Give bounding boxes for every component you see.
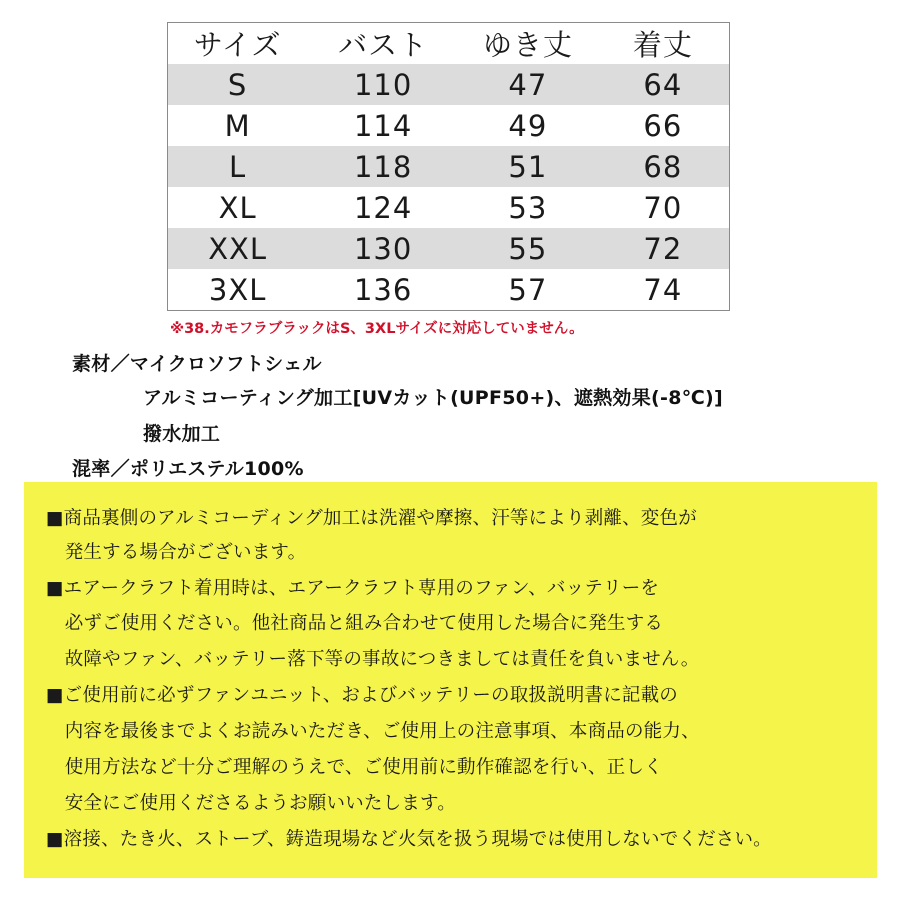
table-row [168,187,730,228]
table-row [168,64,730,105]
size-chart-header-row [168,23,730,65]
table-row [168,146,730,187]
cell-length: 72 [597,228,730,269]
header-bust: バスト [338,28,429,62]
cell-sleeve: 47 [459,64,597,105]
cell-size: S [168,64,308,105]
cell-bust: 136 [353,272,413,307]
caution-line: ■エアークラフト着用時は、エアークラフト専用のファン、バッテリーを [46,578,660,599]
spec-material: 素材／マイクロソフトシェル [72,353,322,375]
caution-line: 安全にご使用くださるようお願いいたします。 [46,793,456,814]
cell-length: 70 [643,190,683,225]
size-chart-table [167,22,730,311]
cell-length: 74 [643,272,683,307]
cell-sleeve: 53 [508,190,548,225]
cell-length: 66 [643,108,683,143]
table-row [168,269,730,311]
cell-size: L [168,146,308,187]
cell-bust: 114 [353,108,413,143]
cell-size: XXL [168,228,308,269]
caution-box [24,482,877,878]
cell-size: 3XL [208,272,267,307]
cell-bust: 110 [307,64,459,105]
caution-line: 内容を最後までよくお読みいただき、ご使用上の注意事項、本商品の能力、 [46,721,700,742]
spec-water-repellent: 撥水加工 [143,423,221,445]
cell-length: 68 [597,146,730,187]
caution-line: ■溶接、たき火、ストーブ、鋳造現場など火気を扱う現場では使用しないでください。 [46,829,772,850]
cell-sleeve: 55 [459,228,597,269]
caution-line: 使用方法など十分ご理解のうえで、ご使用前に動作確認を行い、正しく [46,757,663,778]
cell-bust: 130 [307,228,459,269]
caution-line: ■商品裏側のアルミコーディング加工は洗濯や摩擦、汗等により剥離、変色が [46,508,697,529]
spec-coating: アルミコーティング加工[UVカット(UPF50+)、遮熱効果(-8℃)] [143,387,723,409]
cell-bust: 124 [353,190,413,225]
table-row [168,228,730,269]
cell-size: XL [218,190,257,225]
caution-line: 発生する場合がございます。 [46,542,307,563]
cell-size: M [224,108,251,143]
table-row [168,105,730,146]
caution-line: 故障やファン、バッテリー落下等の事故につきましては責任を負いません。 [46,649,700,670]
cell-bust: 118 [307,146,459,187]
spec-blend: 混率／ポリエステル100% [72,458,304,480]
cell-sleeve: 49 [508,108,548,143]
header-sleeve: ゆき丈 [482,28,573,62]
header-size: サイズ [193,28,282,62]
cell-sleeve: 57 [508,272,548,307]
caution-line: 必ずご使用ください。他社商品と組み合わせて使用した場合に発生する [46,613,664,634]
caution-line: ■ご使用前に必ずファンユニット、およびバッテリーの取扱説明書に記載の [46,685,679,706]
cell-sleeve: 51 [459,146,597,187]
availability-note: ※38.カモフラブラックはS、3XLサイズに対応していません。 [170,321,584,337]
cell-length: 64 [597,64,730,105]
header-length: 着丈 [632,28,693,62]
